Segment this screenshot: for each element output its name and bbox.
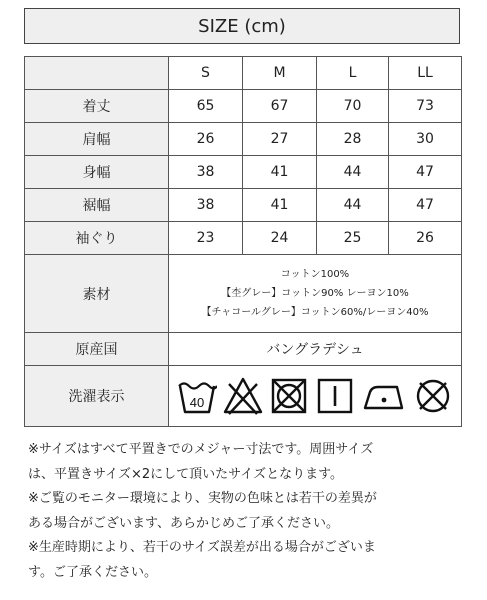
size-table [24, 56, 462, 427]
table-cell: 70 [317, 90, 389, 123]
table-row [25, 123, 462, 156]
col-header-ll: LL [389, 57, 462, 90]
table-cell: 38 [169, 189, 243, 222]
table-cell: 47 [389, 189, 462, 222]
note-line: ※ご覧のモニター環境により、実物の色味とは若干の差異が [28, 491, 377, 506]
col-header-m: M [243, 57, 317, 90]
table-cell: 28 [317, 123, 389, 156]
table-cell: 30 [389, 123, 462, 156]
table-cell: 44 [317, 189, 389, 222]
note-line: ある場合がございます、あらかじめご了承ください。 [28, 515, 339, 531]
note-line: す。ご了承ください。 [28, 564, 157, 580]
size-title: SIZE (cm) [198, 15, 286, 37]
material-line: 【チャコールグレー】コットン60%/レーヨン40% [201, 307, 429, 318]
table-cell: 73 [389, 90, 462, 123]
no-dry-clean-icon [413, 376, 453, 416]
table-cell: 26 [169, 123, 243, 156]
note-line: ※生産時期により、若干のサイズ誤差が出る場合がございま [28, 540, 376, 555]
care-label: 洗濯表示 [25, 366, 169, 427]
material-line: コットン100% [280, 269, 350, 280]
note-line: ※サイズはすべて平置きでのメジャー寸法です。周囲サイズ [28, 442, 374, 457]
care-icons-cell [169, 366, 462, 427]
table-cell: 41 [243, 156, 317, 189]
no-bleach-icon [223, 376, 263, 416]
material-cell [169, 255, 462, 333]
table-row [25, 156, 462, 189]
care-row [25, 366, 462, 427]
origin-row [25, 333, 462, 366]
material-label: 素材 [25, 255, 169, 333]
table-cell: 27 [243, 123, 317, 156]
origin-value: バングラデシュ [169, 333, 462, 366]
care-icons [169, 376, 461, 416]
origin-label: 原産国 [25, 333, 169, 366]
wash-temp: 40 [189, 395, 205, 410]
col-header-l: L [317, 57, 389, 90]
table-cell: 24 [243, 222, 317, 255]
col-header-s: S [169, 57, 243, 90]
row-label: 着丈 [25, 90, 169, 123]
iron-icon [361, 376, 407, 416]
table-row [25, 222, 462, 255]
no-tumble-dry-icon [269, 376, 309, 416]
table-cell: 23 [169, 222, 243, 255]
table-cell: 25 [317, 222, 389, 255]
material-line: 【杢グレー】コットン90% レーヨン10% [221, 288, 409, 299]
table-row [25, 90, 462, 123]
table-cell: 41 [243, 189, 317, 222]
row-label: 袖ぐり [25, 222, 169, 255]
corner-cell [25, 57, 169, 90]
header-row [25, 57, 462, 90]
note-line: は、平置きサイズ×2にして頂いたサイズとなります。 [28, 466, 344, 482]
table-cell: 26 [389, 222, 462, 255]
table-cell: 47 [389, 156, 462, 189]
size-title-box [24, 8, 460, 44]
row-label: 裾幅 [25, 189, 169, 222]
wash-40-icon [177, 376, 217, 416]
table-cell: 44 [317, 156, 389, 189]
table-cell: 67 [243, 90, 317, 123]
table-cell: 65 [169, 90, 243, 123]
row-label: 肩幅 [25, 123, 169, 156]
material-row [25, 255, 462, 333]
notes [28, 438, 468, 585]
hang-dry-icon [315, 376, 355, 416]
row-label: 身幅 [25, 156, 169, 189]
table-cell: 38 [169, 156, 243, 189]
table-row [25, 189, 462, 222]
